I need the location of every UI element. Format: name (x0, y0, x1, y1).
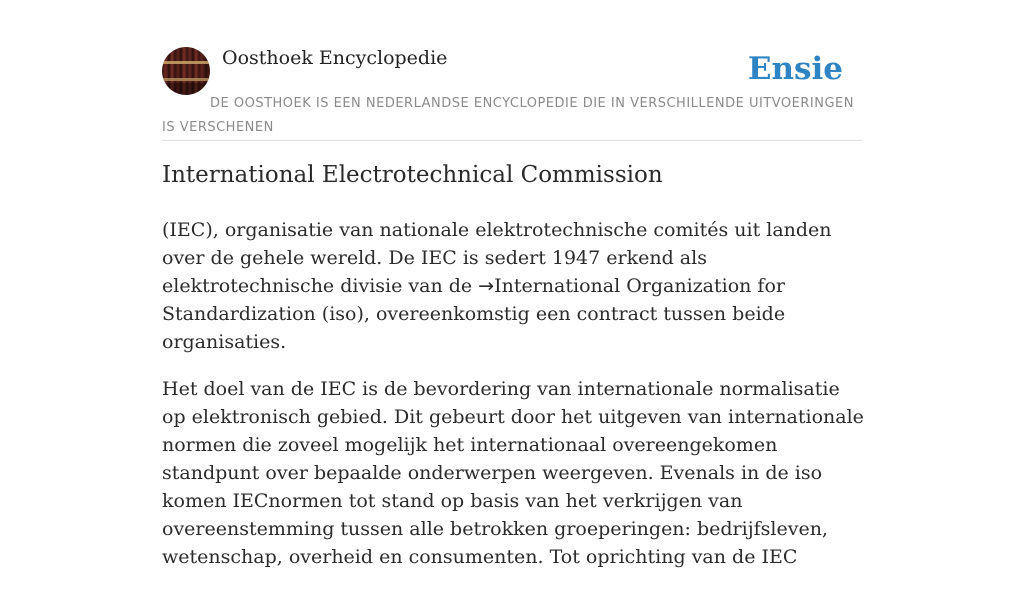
site-header (162, 47, 862, 141)
article-body (162, 216, 867, 590)
article-paragraph-1 (162, 216, 867, 356)
article-paragraph-2: Het doel van de IEC is de bevordering van internationale normalisatie op elektronisch gebied. Dit gebeurt door het uitgeven van internationale normen die zoveel mogelijk het internationaal overeengekomen standpunt over bepaalde onderwerpen weergeven. Evenals in de iso komen IECnormen tot stand op basis van het verkrijgen van overeenstemming tussen alle betrokken groeperingen: bedrijfsleven, wetenschap, overheid en consumenten. Tot oprichting van de IEC (162, 378, 864, 568)
paragraph-1-text-after: (iso), overeenkomstig een contract tussen beide organisaties. (162, 303, 786, 353)
site-name-link[interactable]: Oosthoek Encyclopedie (222, 47, 448, 69)
ensie-logo[interactable]: Ensie (747, 51, 843, 87)
iso-reference-link[interactable]: International Organization for Standardization (162, 275, 785, 325)
encyclopedia-avatar[interactable] (162, 47, 210, 95)
article-title: International Electrotechnical Commission (162, 162, 663, 188)
reference-arrow-icon[interactable]: → (478, 275, 495, 297)
site-tagline: DE OOSTHOEK IS EEN NEDERLANDSE ENCYCLOPEDIE DIE IN VERSCHILLENDE UITVOERINGEN IS VERSCHENEN (162, 96, 854, 135)
paragraph-1-text-before: (IEC), organisatie van nationale elektrotechnische comités uit landen over de gehele wereld. De IEC is sedert 1947 erkend als elektrotechnische divisie van de (162, 219, 832, 297)
